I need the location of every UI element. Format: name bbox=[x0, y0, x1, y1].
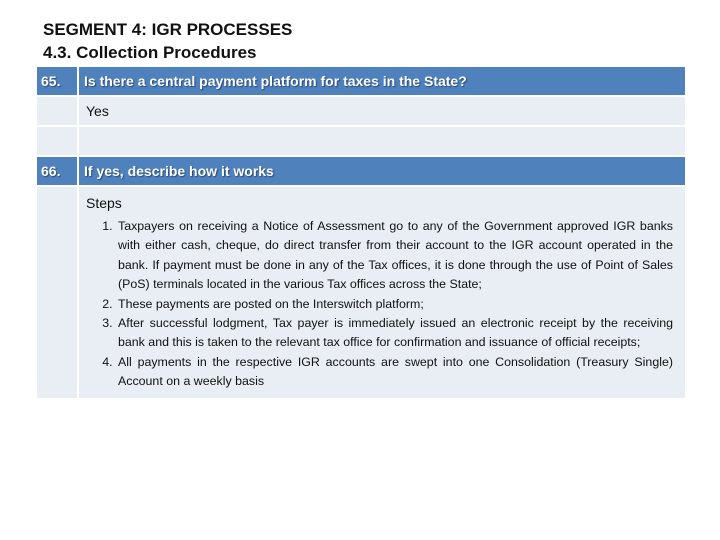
question-65-answer: Yes bbox=[79, 97, 685, 125]
steps-title: Steps bbox=[86, 195, 122, 211]
question-66-header-row bbox=[37, 157, 685, 185]
steps-list bbox=[86, 217, 673, 392]
empty-row bbox=[37, 127, 685, 155]
list-item: 1. Taxpayers on receiving a Notice of Assessment go to any of the Government approved IGR banks with either cash, cheque, do direct transfer from their account to the IGR account operated in the bank. If payment must be done in any of the Tax offices, it is done through the use of Point of Sales (PoS) terminals located in the various Tax offices across the State; bbox=[116, 217, 673, 295]
question-66-number: 66. bbox=[37, 157, 77, 185]
segment-title: SEGMENT 4: IGR PROCESSES bbox=[43, 20, 293, 39]
page-heading bbox=[43, 18, 292, 64]
list-item: 4. All payments in the respective IGR accounts are swept into one Consolidation (Treasury Single) Account on a weekly basis bbox=[116, 353, 673, 392]
question-66-answer-row bbox=[37, 187, 685, 398]
list-item: 2. These payments are posted on the Interswitch platform; bbox=[116, 295, 673, 314]
question-65-text: Is there a central payment platform for taxes in the State? bbox=[79, 67, 685, 95]
question-65-answer-row bbox=[37, 97, 685, 125]
question-66-text: If yes, describe how it works bbox=[79, 157, 685, 185]
question-65-answer-spacer bbox=[37, 97, 77, 125]
section-title: 4.3. Collection Procedures bbox=[43, 43, 257, 62]
empty-row-main-cell bbox=[79, 127, 685, 155]
question-65-number: 65. bbox=[37, 67, 77, 95]
questionnaire-table bbox=[37, 67, 685, 398]
question-66-answer-spacer bbox=[37, 187, 77, 398]
question-65-header-row bbox=[37, 67, 685, 95]
empty-row-number-cell bbox=[37, 127, 77, 155]
question-66-answer bbox=[79, 187, 685, 398]
list-item: 3. After successful lodgment, Tax payer is immediately issued an electronic receipt by the receiving bank and this is taken to the relevant tax office for confirmation and issuance of official receipts; bbox=[116, 314, 673, 353]
